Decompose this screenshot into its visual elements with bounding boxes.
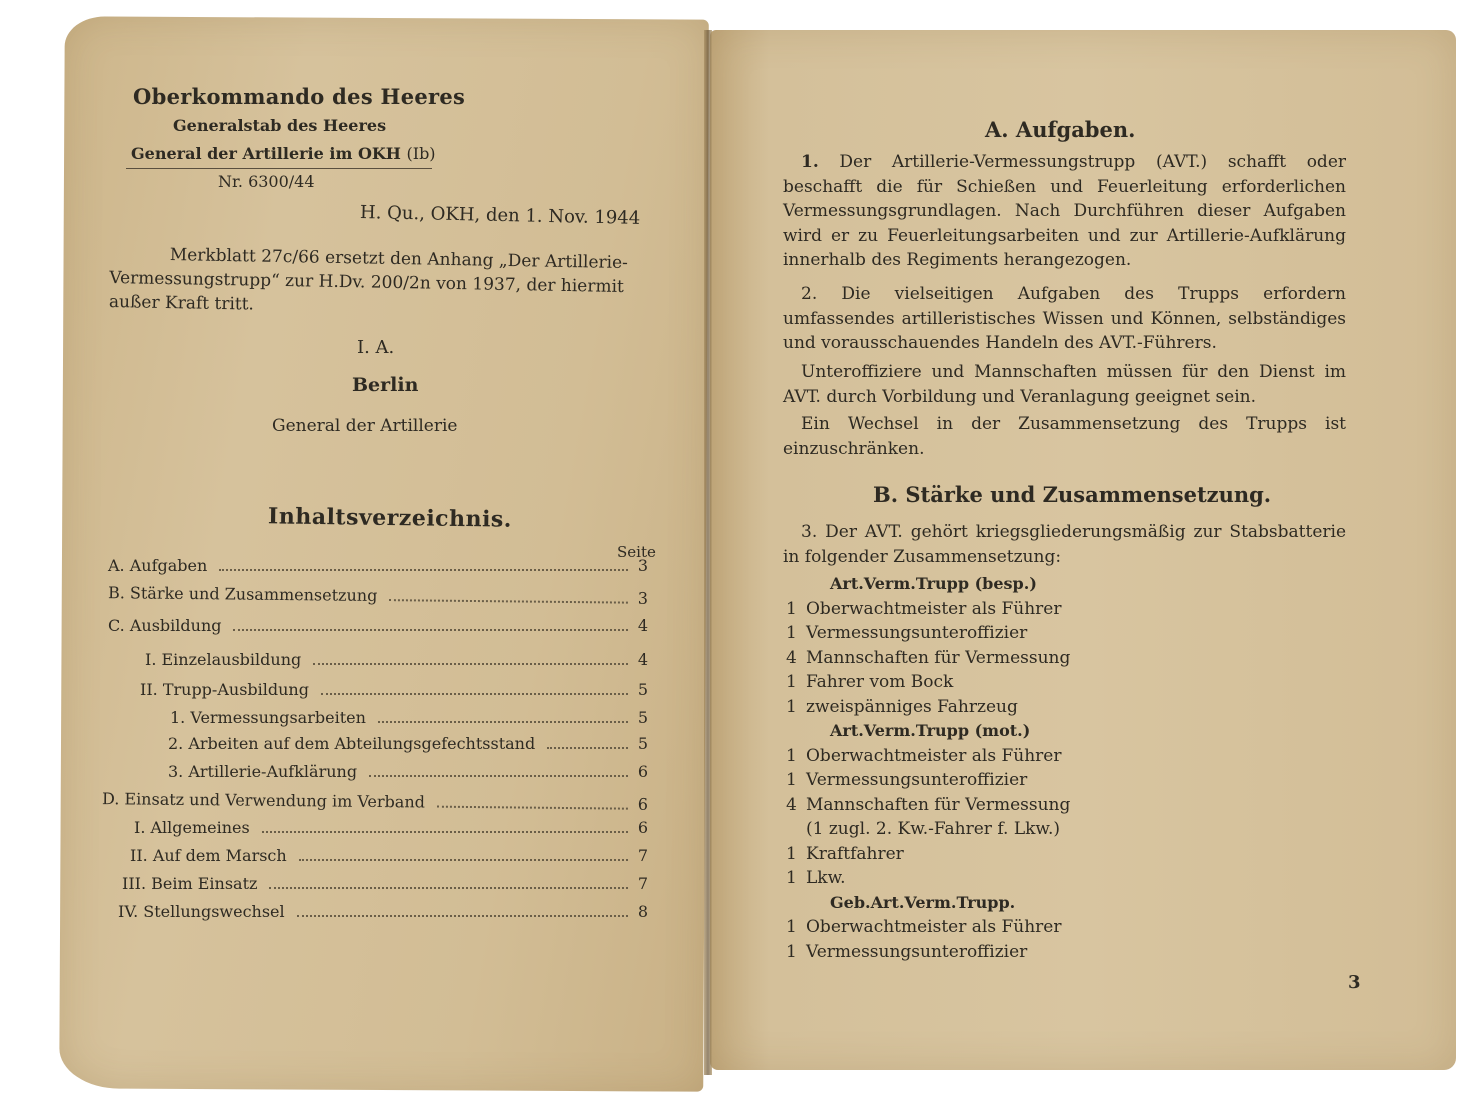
- book-gutter: [704, 30, 712, 1075]
- list-item: 1 Vermessungsunteroffizier: [786, 941, 1028, 962]
- intro-paragraph-text: Merkblatt 27c/66 ersetzt den Anhang „Der Artillerie-Vermessungstrupp“ zur H.Dv. 200/2n von 1937, der hiermit außer Kraft tritt.: [108, 245, 629, 315]
- list-item: 1 Lkw.: [786, 868, 846, 888]
- header-line-3-text: General der Artillerie im OKH: [131, 144, 401, 163]
- section-b-heading: B. Stärke und Zusammensetzung.: [873, 482, 1272, 507]
- list-item: 1 Oberwachtmeister als Führer: [786, 598, 1062, 619]
- toc-entry: B. Stärke und Zusammensetzung 3: [107, 583, 649, 608]
- signature-ia: I. A.: [357, 337, 395, 358]
- group-title: Art.Verm.Trupp (besp.): [830, 574, 1037, 593]
- list-item: 1 zweispänniges Fahrzeug: [786, 696, 1018, 717]
- intro-paragraph: [109, 242, 670, 324]
- composition-list: [786, 572, 1070, 964]
- list-item: (1 zugl. 2. Kw.-Fahrer f. Lkw.): [806, 819, 1060, 839]
- dot-leader: [547, 746, 628, 749]
- dot-leader: [299, 858, 628, 861]
- dot-leader: [313, 662, 628, 665]
- toc-entry: A. Aufgaben 3: [108, 556, 648, 575]
- list-item: 4 Mannschaften für Vermessung: [786, 794, 1071, 815]
- list-item: 1 Vermessungsunteroffizier: [786, 623, 1028, 643]
- header-line-3-suffix: (Ib): [406, 144, 436, 163]
- paragraph-2c: Ein Wechsel in der Zusammensetzung des Trupps ist einzuschränken.: [783, 414, 1346, 459]
- header-line-2: Generalstab des Heeres: [173, 116, 387, 135]
- dot-leader: [262, 830, 628, 833]
- toc-entry: D. Einsatz und Verwendung im Verband 6: [101, 789, 649, 814]
- toc-entry: I. Einzelausbildung 4: [145, 650, 648, 669]
- page-number: 3: [1348, 972, 1361, 993]
- section-a-heading: A. Aufgaben.: [985, 117, 1136, 142]
- dot-leader: [378, 720, 628, 723]
- header-divider: [126, 168, 432, 169]
- header-line-3: [131, 144, 436, 163]
- dot-leader: [269, 886, 628, 889]
- dot-leader: [297, 914, 628, 917]
- list-item: 4 Mannschaften für Vermessung: [786, 647, 1071, 668]
- toc-entry: 1. Vermessungsarbeiten 5: [170, 708, 648, 727]
- paragraph-2: 2. Die vielseitigen Aufgaben des Trupps erfordern umfassendes artilleristisches Wissen und Können, selbständiges und vorausschauendes Handeln des AVT.-Führers.: [783, 284, 1347, 353]
- left-page: [59, 16, 709, 1091]
- group-title: Art.Verm.Trupp (mot.): [830, 721, 1031, 740]
- toc-entry: II. Trupp-Ausbildung 5: [140, 680, 648, 699]
- toc-entry: III. Beim Einsatz 7: [122, 874, 648, 893]
- toc-title: Inhaltsverzeichnis.: [267, 503, 513, 533]
- toc-entry: C. Ausbildung 4: [108, 616, 648, 635]
- dot-leader: [369, 774, 628, 777]
- list-item: 1 Oberwachtmeister als Führer: [786, 917, 1062, 937]
- dot-leader: [389, 598, 628, 603]
- dot-leader: [233, 628, 628, 631]
- dateline: H. Qu., OKH, den 1. Nov. 1944: [359, 202, 641, 229]
- paragraph-1: 1. Der Artillerie-Vermessungstrupp (AVT.) schafft oder beschafft die für Schießen und Feuerleitung erforderlichen Vermessungsgrundlagen. Nach Durchführen dieser Aufgaben wird er zu Feuerleitungsarbeiten und zur Artillerie-Aufklärung innerhalb des Regiments herangezogen.: [783, 152, 1347, 270]
- signature-place: Berlin: [352, 374, 419, 396]
- header-line-1: Oberkommando des Heeres: [133, 84, 466, 109]
- toc-entry: I. Allgemeines 6: [134, 818, 648, 837]
- toc-entry: IV. Stellungswechsel 8: [118, 902, 648, 921]
- dot-leader: [219, 568, 628, 571]
- dot-leader: [437, 805, 628, 810]
- list-item: 1 Fahrer vom Bock: [786, 672, 954, 692]
- list-item: 1 Vermessungsunteroffizier: [786, 770, 1028, 790]
- paragraph-2b: Unteroffiziere und Mannschaften müssen für den Dienst im AVT. durch Vorbildung und Veranlagung geeignet sein.: [783, 362, 1346, 407]
- toc-entry: 3. Artillerie-Aufklärung 6: [168, 762, 648, 781]
- toc-entry: II. Auf dem Marsch 7: [130, 846, 648, 865]
- reference-number: Nr. 6300/44: [218, 172, 315, 191]
- group-title: Geb.Art.Verm.Trupp.: [830, 892, 1016, 912]
- dot-leader: [321, 692, 628, 695]
- signature-title: General der Artillerie: [272, 416, 458, 436]
- toc-page-column-label: Seite: [617, 543, 656, 561]
- list-item: 1 Oberwachtmeister als Führer: [786, 745, 1062, 766]
- paragraph-3: 3. Der AVT. gehört kriegsgliederungsmäßig zur Stabsbatterie in folgender Zusammensetzung:: [783, 522, 1347, 567]
- toc-entry: 2. Arbeiten auf dem Abteilungsgefechtsstand 5: [168, 734, 648, 753]
- list-item: 1 Kraftfahrer: [786, 843, 904, 864]
